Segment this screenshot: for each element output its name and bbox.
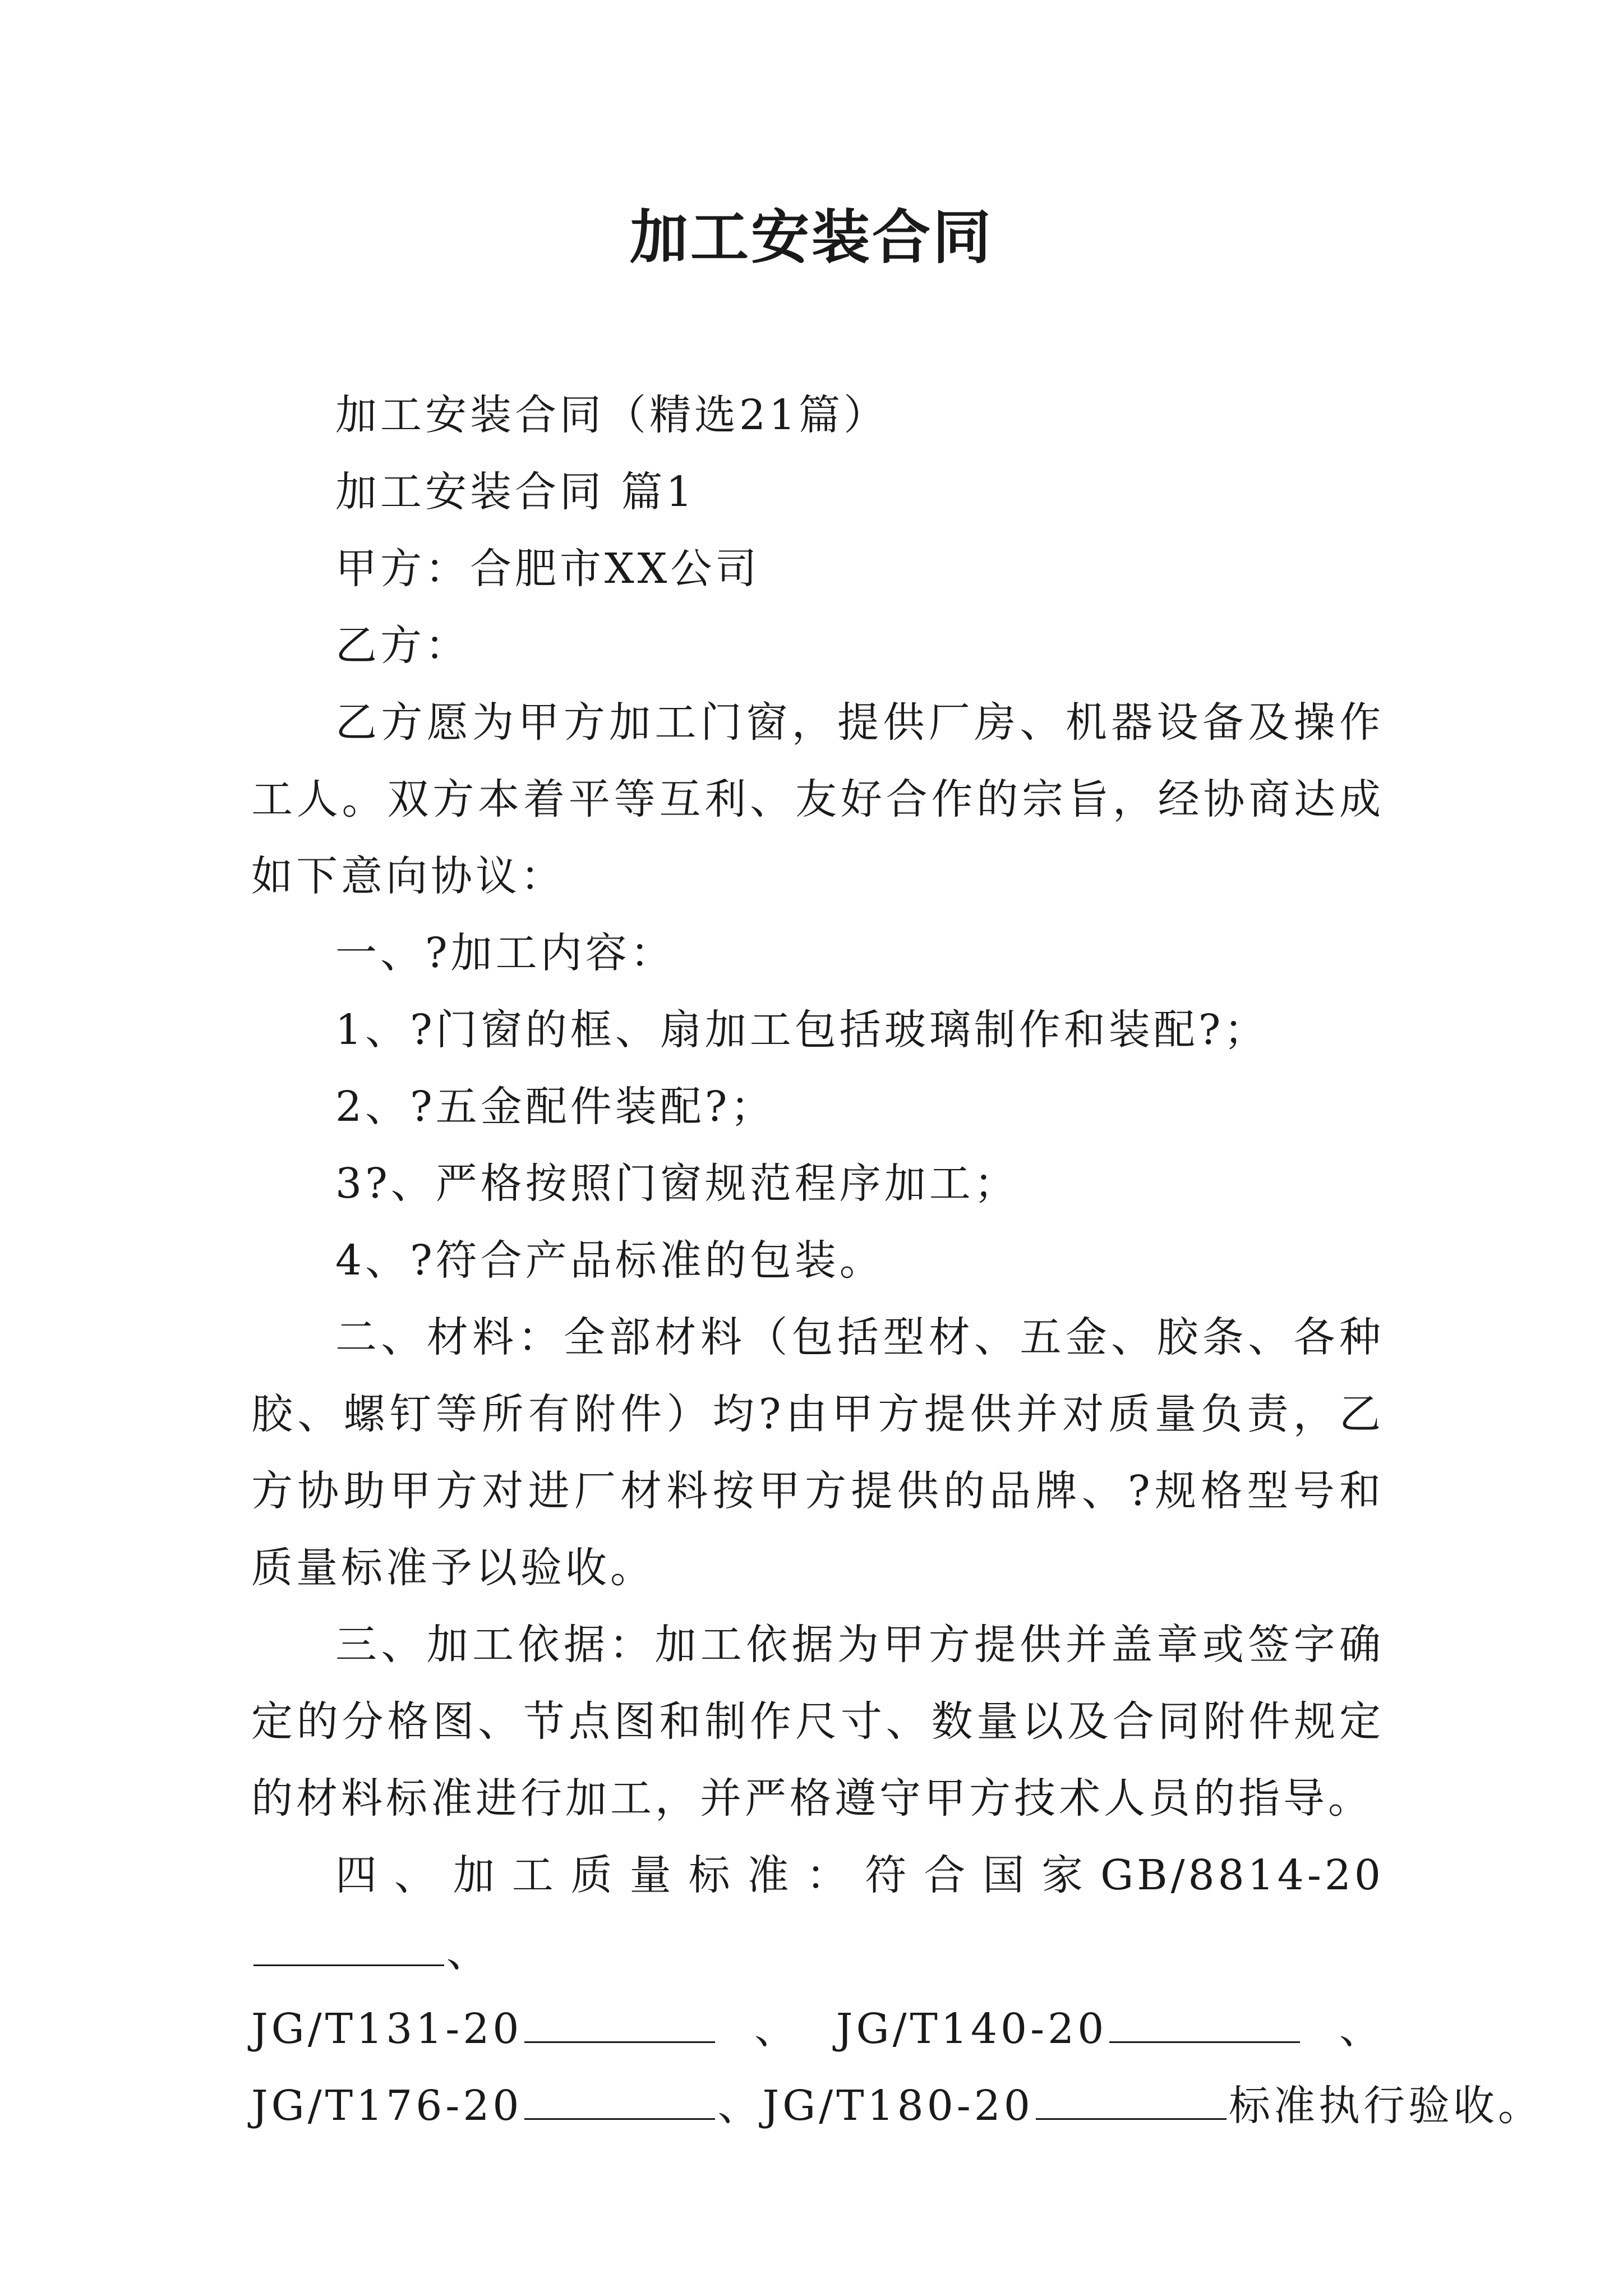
document-title: 加工安装合同 bbox=[629, 203, 993, 272]
paragraph-item-1: 1、?门窗的框、扇加工包括玻璃制作和装配?； bbox=[335, 1006, 1269, 1054]
quality-tail: 标准执行验收。 bbox=[1228, 2082, 1543, 2130]
fill-blank-4 bbox=[524, 2081, 715, 2120]
paragraph-section-2: 二、材料：全部材料（包括型材、五金、胶条、各种胶、螺钉等所有附件）均?由甲方提供并对质量负责，乙方协助甲方对进厂材料按甲方提供的品牌、?规格型号和质量标准予以验收。 bbox=[251, 1313, 1384, 1592]
quality-line-3-text bbox=[251, 2068, 1543, 2145]
paragraph-section-3: 三、加工依据：加工依据为甲方提供并盖章或签字确定的分格图、节点图和制作尺寸、数量以及合同附件规定的材料标准进行加工，并严格遵守甲方技术人员的指导。 bbox=[251, 1621, 1384, 1823]
quality-sep-2: 、 bbox=[754, 2005, 800, 2053]
paragraph-article-heading: 加工安装合同 篇1 bbox=[335, 468, 696, 516]
quality-sep-3: 、 bbox=[1339, 2005, 1384, 2053]
quality-line-1 bbox=[251, 1837, 1384, 1991]
paragraph-subtitle: 加工安装合同（精选21篇） bbox=[335, 391, 889, 439]
paragraph-section-1: 一、?加工内容： bbox=[335, 929, 675, 977]
quality-sep-1: 、 bbox=[446, 1928, 491, 1976]
paragraph-party-b: 乙方： bbox=[335, 622, 470, 670]
quality-std-2-group bbox=[251, 1991, 717, 2068]
quality-sep-4: 、JG/T180-20 bbox=[717, 2082, 1034, 2130]
fill-blank-3 bbox=[1109, 2004, 1300, 2043]
fill-blank-5 bbox=[1036, 2081, 1227, 2120]
quality-std-3: JG/T140-20 bbox=[836, 2005, 1108, 2053]
quality-line-3 bbox=[251, 2068, 1543, 2145]
paragraph-item-2: 2、?五金配件装配?； bbox=[335, 1083, 776, 1131]
quality-std-3-group bbox=[836, 1991, 1302, 2068]
document-body bbox=[251, 377, 1543, 2145]
fill-blank-2 bbox=[524, 2004, 715, 2043]
quality-lead: 四、加工质量标准：符合国家GB/8814-20 bbox=[335, 1851, 1384, 1899]
fill-blank-1 bbox=[253, 1927, 444, 1966]
paragraph-party-a: 甲方：合肥市XX公司 bbox=[335, 545, 760, 593]
paragraph-item-3: 3?、严格按照门窗规范程序加工； bbox=[335, 1159, 1019, 1208]
quality-line-2 bbox=[251, 1991, 1384, 2068]
quality-std-2: JG/T131-20 bbox=[251, 2005, 523, 2053]
paragraph-item-4: 4、?符合产品标准的包装。 bbox=[335, 1236, 884, 1285]
paragraph-intro: 乙方愿为甲方加工门窗，提供厂房、机器设备及操作工人。双方本着平等互利、友好合作的宗旨，经协商达成如下意向协议： bbox=[251, 698, 1384, 900]
quality-std-4: JG/T176-20 bbox=[251, 2082, 523, 2130]
paragraph-section-4 bbox=[251, 1837, 1543, 2145]
